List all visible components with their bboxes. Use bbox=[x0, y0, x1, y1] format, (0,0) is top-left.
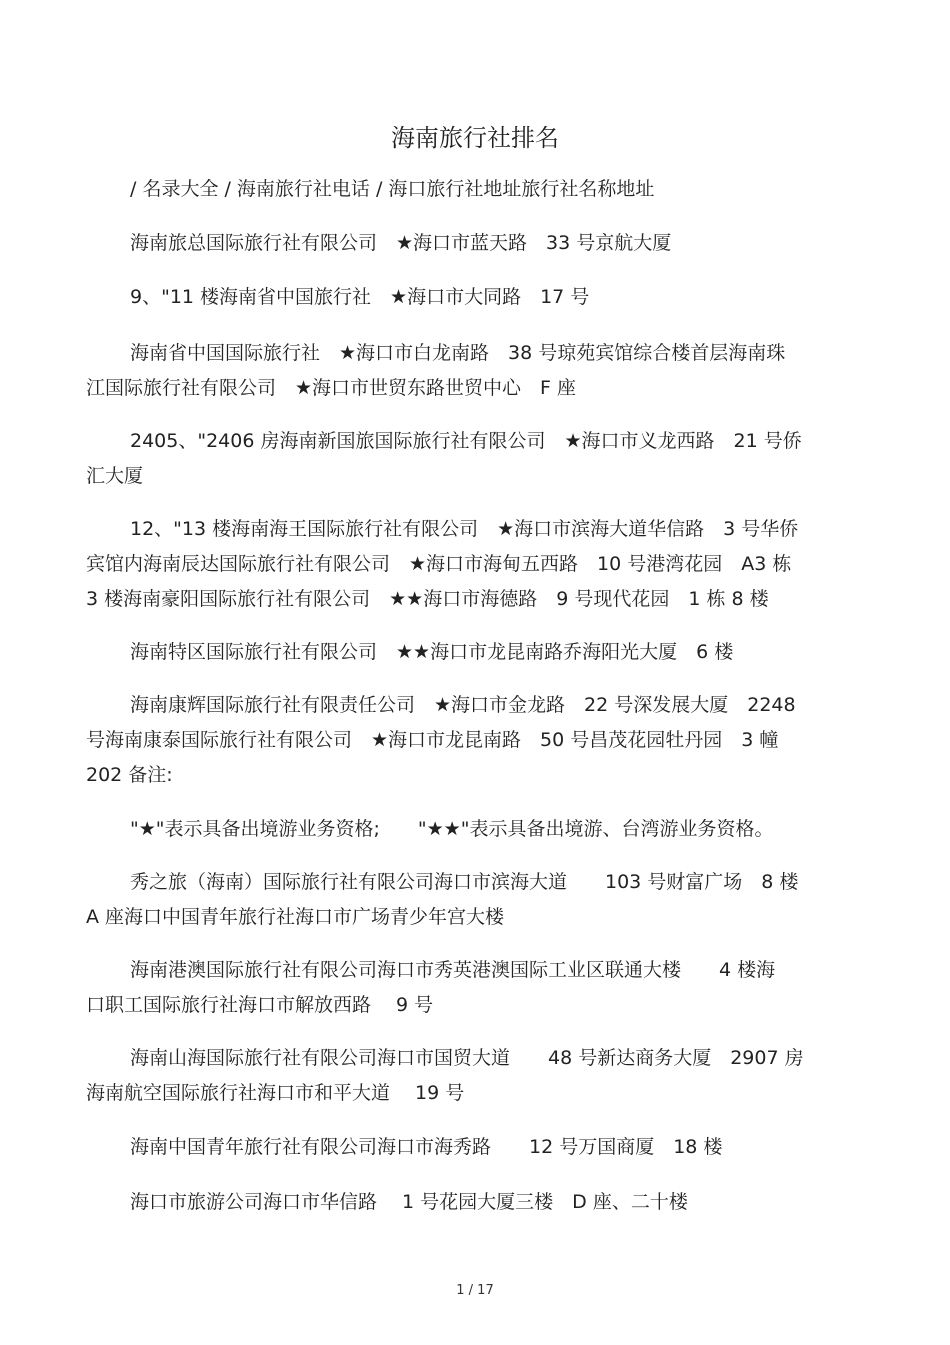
paragraph-line: 海南康辉国际旅行社有限责任公司 ★海口市金龙路 22 号深发展大厦 2248 bbox=[130, 694, 796, 716]
paragraph-line: 海口市旅游公司海口市华信路 1 号花园大厦三楼 D 座、二十楼 bbox=[130, 1191, 688, 1213]
paragraph-line: 江国际旅行社有限公司 ★海口市世贸东路世贸中心 F 座 bbox=[86, 377, 577, 399]
paragraph-line: / 名录大全 / 海南旅行社电话 / 海口旅行社地址旅行社名称地址 bbox=[130, 178, 655, 200]
paragraph-line: 海南旅总国际旅行社有限公司 ★海口市蓝天路 33 号京航大厦 bbox=[130, 232, 672, 254]
paragraph bbox=[86, 953, 856, 1023]
paragraph bbox=[86, 635, 856, 670]
paragraph bbox=[86, 688, 856, 793]
page-number: 1 / 17 bbox=[456, 1283, 494, 1298]
paragraph-line: A 座海口中国青年旅行社海口市广场青少年宫大楼 bbox=[86, 906, 505, 928]
paragraph bbox=[86, 1130, 856, 1165]
paragraph-line: "★"表示具备出境游业务资格; "★★"表示具备出境游、台湾游业务资格。 bbox=[130, 818, 774, 840]
paragraph-line: 3 楼海南豪阳国际旅行社有限公司 ★★海口市海德路 9 号现代花园 1 栋 8 楼 bbox=[86, 588, 769, 610]
paragraph bbox=[86, 226, 856, 261]
paragraph-line: 号海南康泰国际旅行社有限公司 ★海口市龙昆南路 50 号昌茂花园牡丹园 3 幢 bbox=[86, 729, 779, 751]
paragraph bbox=[86, 1185, 856, 1220]
paragraph bbox=[86, 424, 856, 494]
paragraph-line: 海南特区国际旅行社有限公司 ★★海口市龙昆南路乔海阳光大厦 6 楼 bbox=[130, 641, 734, 663]
paragraph-line: 口职工国际旅行社海口市解放西路 9 号 bbox=[86, 994, 434, 1016]
paragraph-line: 海南港澳国际旅行社有限公司海口市秀英港澳国际工业区联通大楼 4 楼海 bbox=[130, 959, 776, 981]
paragraph-line: 秀之旅（海南）国际旅行社有限公司海口市滨海大道 103 号财富广场 8 楼 bbox=[130, 871, 799, 893]
paragraph bbox=[86, 865, 856, 935]
paragraph bbox=[86, 812, 856, 847]
paragraph-line: 汇大厦 bbox=[86, 465, 144, 487]
paragraph-line: 海南山海国际旅行社有限公司海口市国贸大道 48 号新达商务大厦 2907 房 bbox=[130, 1047, 804, 1069]
paragraph-line: 海南省中国国际旅行社 ★海口市白龙南路 38 号琼苑宾馆综合楼首层海南珠 bbox=[130, 342, 786, 364]
page-title: 海南旅行社排名 bbox=[391, 124, 559, 152]
paragraph-line: 海南中国青年旅行社有限公司海口市海秀路 12 号万国商厦 18 楼 bbox=[130, 1136, 723, 1158]
paragraph-line: 2405、"2406 房海南新国旅国际旅行社有限公司 ★海口市义龙西路 21 号侨 bbox=[130, 430, 802, 452]
paragraph bbox=[86, 280, 856, 315]
paragraph bbox=[86, 172, 856, 207]
paragraph bbox=[86, 512, 856, 617]
paragraph bbox=[86, 1041, 856, 1111]
paragraph-line: 海南航空国际旅行社海口市和平大道 19 号 bbox=[86, 1082, 465, 1104]
paragraph-line: 宾馆内海南辰达国际旅行社有限公司 ★海口市海甸五西路 10 号港湾花园 A3 栋 bbox=[86, 553, 792, 575]
paragraph bbox=[86, 336, 856, 406]
paragraph-line: 9、"11 楼海南省中国旅行社 ★海口市大同路 17 号 bbox=[130, 286, 590, 308]
paragraph-line: 202 备注: bbox=[86, 764, 173, 786]
paragraph-line: 12、"13 楼海南海王国际旅行社有限公司 ★海口市滨海大道华信路 3 号华侨 bbox=[130, 518, 799, 540]
